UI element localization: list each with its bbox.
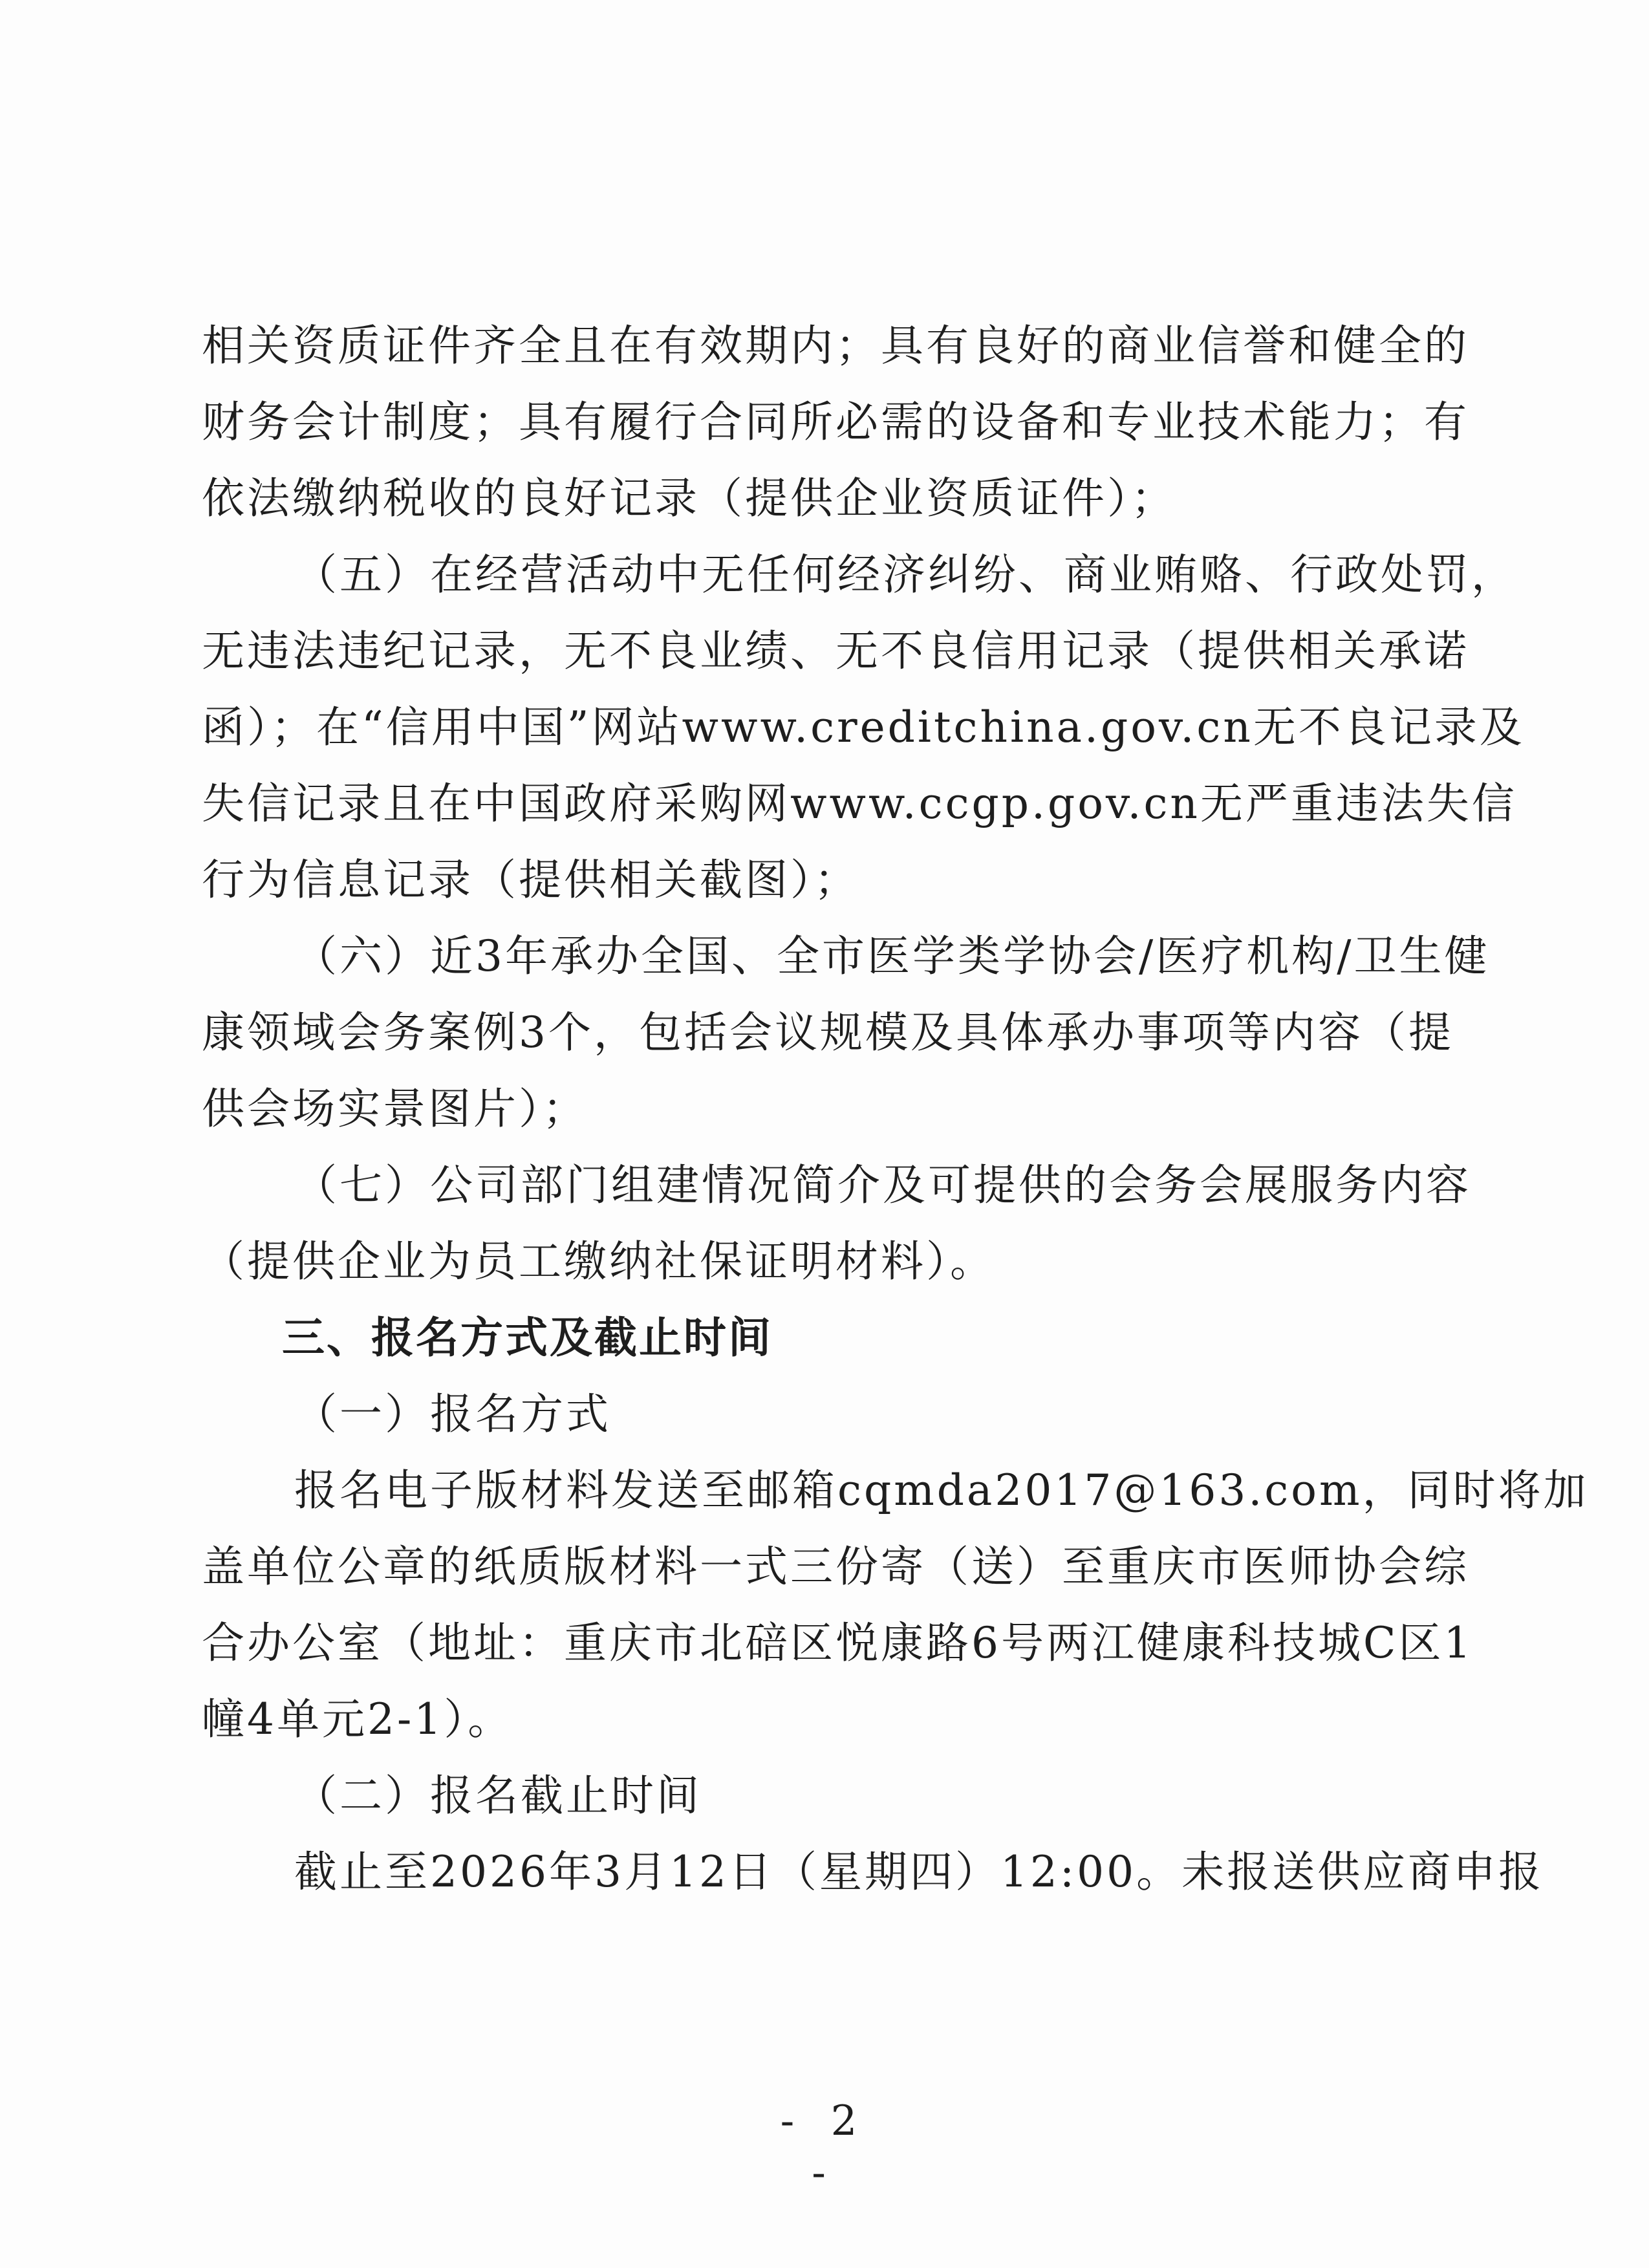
body-line-16: 报名电子版材料发送至邮箱cqmda2017@163.com，同时将加 — [294, 1465, 1589, 1515]
body-line-5: 无违法违纪记录，无不良业绩、无不良信用记录（提供相关承诺 — [202, 626, 1469, 676]
subsection-heading-2: （二）报名截止时间 — [294, 1771, 702, 1820]
body-line-6: 函）；在“信用中国”网站www.creditchina.gov.cn无不良记录及 — [202, 702, 1525, 752]
section-heading: 三、报名方式及截止时间 — [282, 1313, 773, 1363]
body-line-17: 盖单位公章的纸质版材料一式三份寄（送）至重庆市医师协会综 — [202, 1542, 1469, 1592]
body-line-13: （提供企业为员工缴纳社保证明材料）。 — [202, 1237, 995, 1286]
body-line-18: 合办公室（地址：重庆市北碚区悦康路6号两江健康科技城C区1 — [202, 1618, 1474, 1668]
body-line-10: 康领域会务案例3个，包括会议规模及具体承办事项等内容（提 — [202, 1008, 1454, 1057]
body-line-9: （六）近3年承办全国、全市医学类学协会/医疗机构/卫生健 — [294, 931, 1490, 981]
body-line-7: 失信记录且在中国政府采购网www.ccgp.gov.cn无严重违法失信 — [202, 779, 1517, 828]
body-line-19: 幢4单元2-1）。 — [202, 1694, 513, 1744]
body-line-2: 财务会计制度；具有履行合同所必需的设备和专业技术能力；有 — [202, 397, 1469, 447]
body-line-1: 相关资质证件齐全且在有效期内；具有良好的商业信誉和健全的 — [202, 321, 1469, 371]
body-line-3: 依法缴纳税收的良好记录（提供企业资质证件）； — [202, 473, 1176, 523]
body-line-8: 行为信息记录（提供相关截图）； — [202, 855, 859, 905]
page-number: - 2 - — [780, 2097, 869, 2197]
body-line-21: 截止至2026年3月12日（星期四）12:00。未报送供应商申报 — [294, 1847, 1544, 1897]
subsection-heading-1: （一）报名方式 — [294, 1389, 611, 1439]
body-line-11: 供会场实景图片）； — [202, 1084, 588, 1134]
body-line-4: （五）在经营活动中无任何经济纠纷、商业贿赂、行政处罚， — [294, 550, 1516, 599]
body-line-12: （七）公司部门组建情况简介及可提供的会务会展服务内容 — [294, 1160, 1471, 1210]
